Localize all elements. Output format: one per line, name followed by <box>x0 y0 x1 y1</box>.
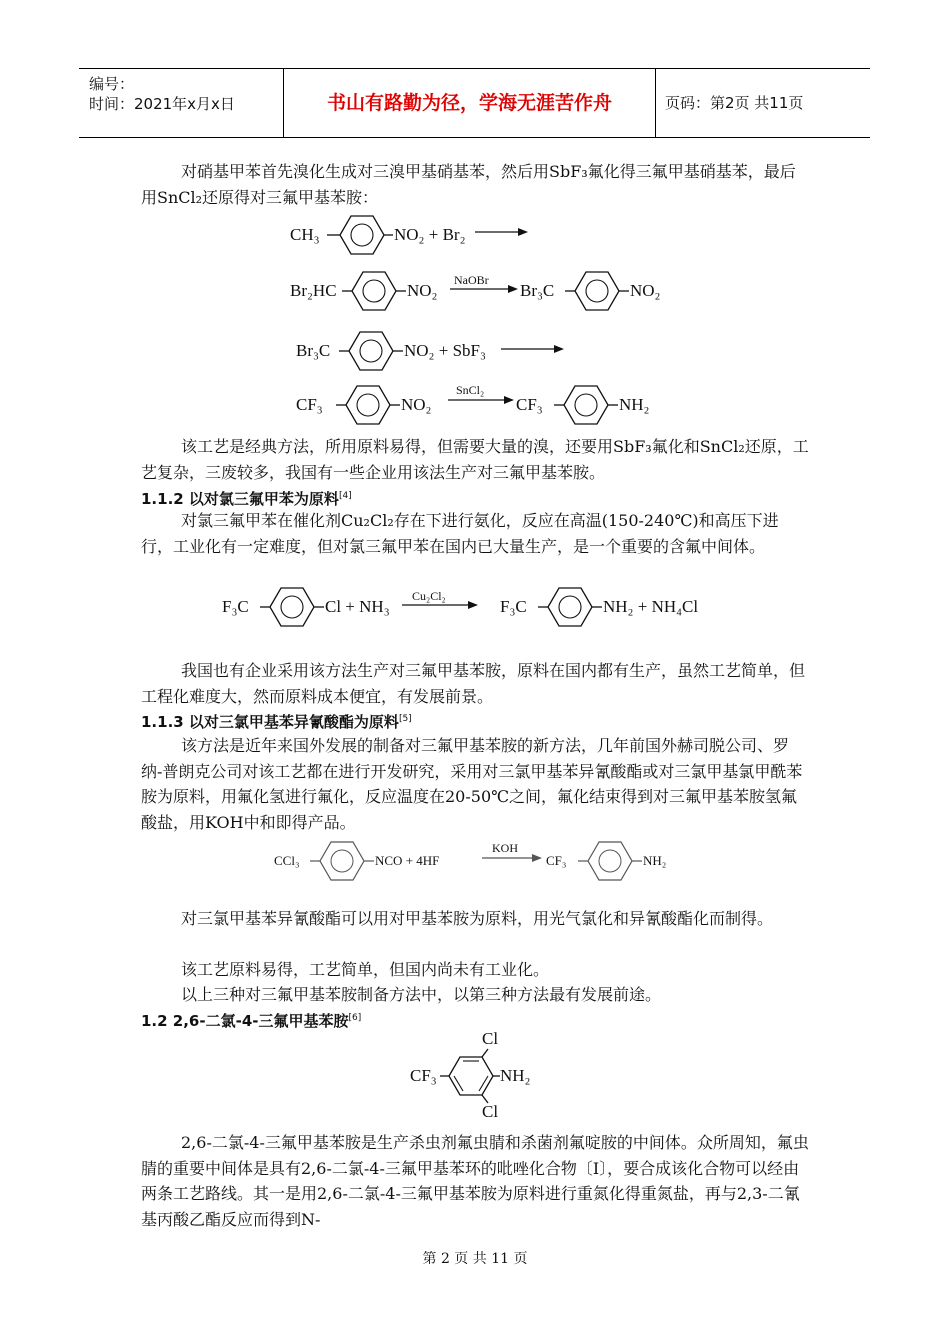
r4-product-left: CF₃ <box>516 395 543 414</box>
page-footer: 第 2 页 共 11 页 <box>422 1251 528 1267</box>
r5-right: Cl + NH₃ <box>325 597 390 616</box>
arrow-icon <box>518 228 528 236</box>
r1-right: NO₂ + Br₂ <box>394 225 466 244</box>
r5-product-left: F₃C <box>500 597 527 616</box>
section-heading-1-1-2 <box>141 485 352 510</box>
heading-text: 1.1.3 以对三氯甲基苯异氰酸酯为原料 <box>141 713 399 731</box>
r2-reagent: NaOBr <box>454 273 489 287</box>
benzene-ring-icon <box>340 216 384 254</box>
arrow-icon <box>508 285 518 293</box>
r6-product-right: NH₂ <box>643 853 667 868</box>
number-label: 编号： <box>89 75 135 93</box>
arrow-icon <box>532 854 542 862</box>
r5-left: F₃C <box>222 597 249 616</box>
arrow-icon <box>504 396 514 404</box>
r2-product-right: NO₂ <box>630 281 661 300</box>
benzene-ring-icon <box>320 842 364 880</box>
paragraph-4: 我国也有企业采用该方法生产对三氟甲基苯胺，原料在国内都有生产，虽然工艺简单，但工程化难度大，然而原料成本便宜，有发展前景。 <box>141 661 806 706</box>
benzene-ring-icon <box>449 1057 493 1095</box>
reaction-6 <box>274 836 694 886</box>
reaction-3 <box>296 326 586 376</box>
arrow-icon <box>468 601 478 609</box>
r6-reagent: KOH <box>492 841 518 855</box>
paragraph-6: 对三氯甲基苯异氰酸酯可以用对甲基苯胺为原料，用光气氯化和异氰酸酯化而制得。 <box>181 909 774 928</box>
reaction-5 <box>222 582 722 632</box>
paragraph-3: 对氯三氟甲苯在催化剂Cu₂Cl₂存在下进行氨化，反应在高温(150-240℃)和高压下进行，工业化有一定难度，但对氯三氟甲苯在国内已大量生产，是一个重要的含氟中间体。 <box>141 511 779 556</box>
s1-right: NH₂ <box>500 1066 531 1085</box>
date-label: 时间：2021年x月x日 <box>89 95 235 113</box>
r6-left: CCl₃ <box>274 853 300 868</box>
r5-reagent: Cu₂Cl₂ <box>412 589 446 603</box>
benzene-ring-icon <box>270 588 314 626</box>
r6-right: NCO + 4HF <box>375 853 440 868</box>
reaction-1 <box>290 210 550 260</box>
header-motto: 书山有路勤为径，学海无涯苦作舟 <box>284 69 656 137</box>
r4-reagent: SnCl₂ <box>456 383 485 397</box>
benzene-ring-icon <box>349 332 393 370</box>
paragraph-1: 对硝基甲苯首先溴化生成对三溴甲基硝基苯，然后用SbF₃氟化得三氟甲基硝基苯，最后用SnCl₂还原得对三氟甲基苯胺： <box>141 162 796 207</box>
citation: [5] <box>398 714 412 724</box>
benzene-ring-icon <box>575 272 619 310</box>
citation: [6] <box>348 1013 362 1023</box>
header-meta <box>79 69 284 137</box>
heading-text: 1.2 2,6-二氯-4-三氟甲基苯胺 <box>141 1012 349 1030</box>
paragraph-5: 该方法是近年来国外发展的制备对三氟甲基苯胺的新方法，几年前国外赫司脱公司、罗纳-普朗克公司对该工艺都在进行开发研究，采用对三氯甲基苯异氰酸酯或对三氯甲基氯甲酰苯胺为原料，用氟化氢进行氟化，反应温度在20-50℃之间，氟化结束得到对三氟甲基苯胺氢氟酸盐，用KOH中和即得产品。 <box>141 736 803 832</box>
r3-right: NO₂ + SbF₃ <box>404 341 486 360</box>
arrow-icon <box>554 345 564 353</box>
paragraph-2: 该工艺是经典方法，所用原料易得，但需要大量的溴，还要用SbF₃氟化和SnCl₂还原，工艺复杂，三废较多，我国有一些企业用该法生产对三氟甲基苯胺。 <box>141 437 809 482</box>
r2-left: Br₂HC <box>290 281 337 300</box>
r2-product-left: Br₃C <box>520 281 555 300</box>
r2-right: NO₂ <box>407 281 438 300</box>
reaction-2 <box>290 266 670 316</box>
r4-right: NO₂ <box>401 395 432 414</box>
r3-left: Br₃C <box>296 341 331 360</box>
page-header <box>79 68 870 138</box>
section-heading-1-2 <box>141 1007 361 1032</box>
r5-product-right: NH₂ + NH₄Cl <box>603 597 699 616</box>
r4-left: CF₃ <box>296 395 323 414</box>
paragraph-9: 2,6-二氯-4-三氟甲基苯胺是生产杀虫剂氟虫腈和杀菌剂氟啶胺的中间体。众所周知，氟虫腈的重要中间体是具有2,6-二氯-4-三氟甲基苯环的吡唑化合物〔I〕，要合成该化合物可以经由两条工艺路线。其一是用2,6-二氯-4-三氟甲基苯胺为原料进行重氮化得重氮盐，再与2,3-二氰基丙酸乙酯反应而得到N- <box>141 1133 809 1229</box>
benzene-ring-icon <box>564 386 608 424</box>
header-page-label: 页码：第2页 共11页 <box>665 94 804 112</box>
paragraph-8: 以上三种对三氟甲基苯胺制备方法中，以第三种方法最有发展前途。 <box>181 985 662 1004</box>
r4-product-right: NH₂ <box>619 395 650 414</box>
section-heading-1-1-3 <box>141 708 412 733</box>
s1-left: CF₃ <box>410 1066 437 1085</box>
s1-top: Cl <box>482 1029 499 1048</box>
r1-left: CH₃ <box>290 225 320 244</box>
benzene-ring-icon <box>346 386 390 424</box>
heading-text: 1.1.2 以对氯三氟甲苯为原料 <box>141 490 339 508</box>
reaction-4 <box>296 380 676 430</box>
r6-product-left: CF₃ <box>546 853 567 868</box>
s1-bottom: Cl <box>482 1102 499 1121</box>
structure-dichloro-trifluoromethylaniline <box>408 1030 558 1120</box>
benzene-ring-icon <box>548 588 592 626</box>
paragraph-7: 该工艺原料易得，工艺简单，但国内尚未有工业化。 <box>181 960 550 979</box>
benzene-ring-icon <box>588 842 632 880</box>
benzene-ring-icon <box>352 272 396 310</box>
citation: [4] <box>338 491 352 501</box>
